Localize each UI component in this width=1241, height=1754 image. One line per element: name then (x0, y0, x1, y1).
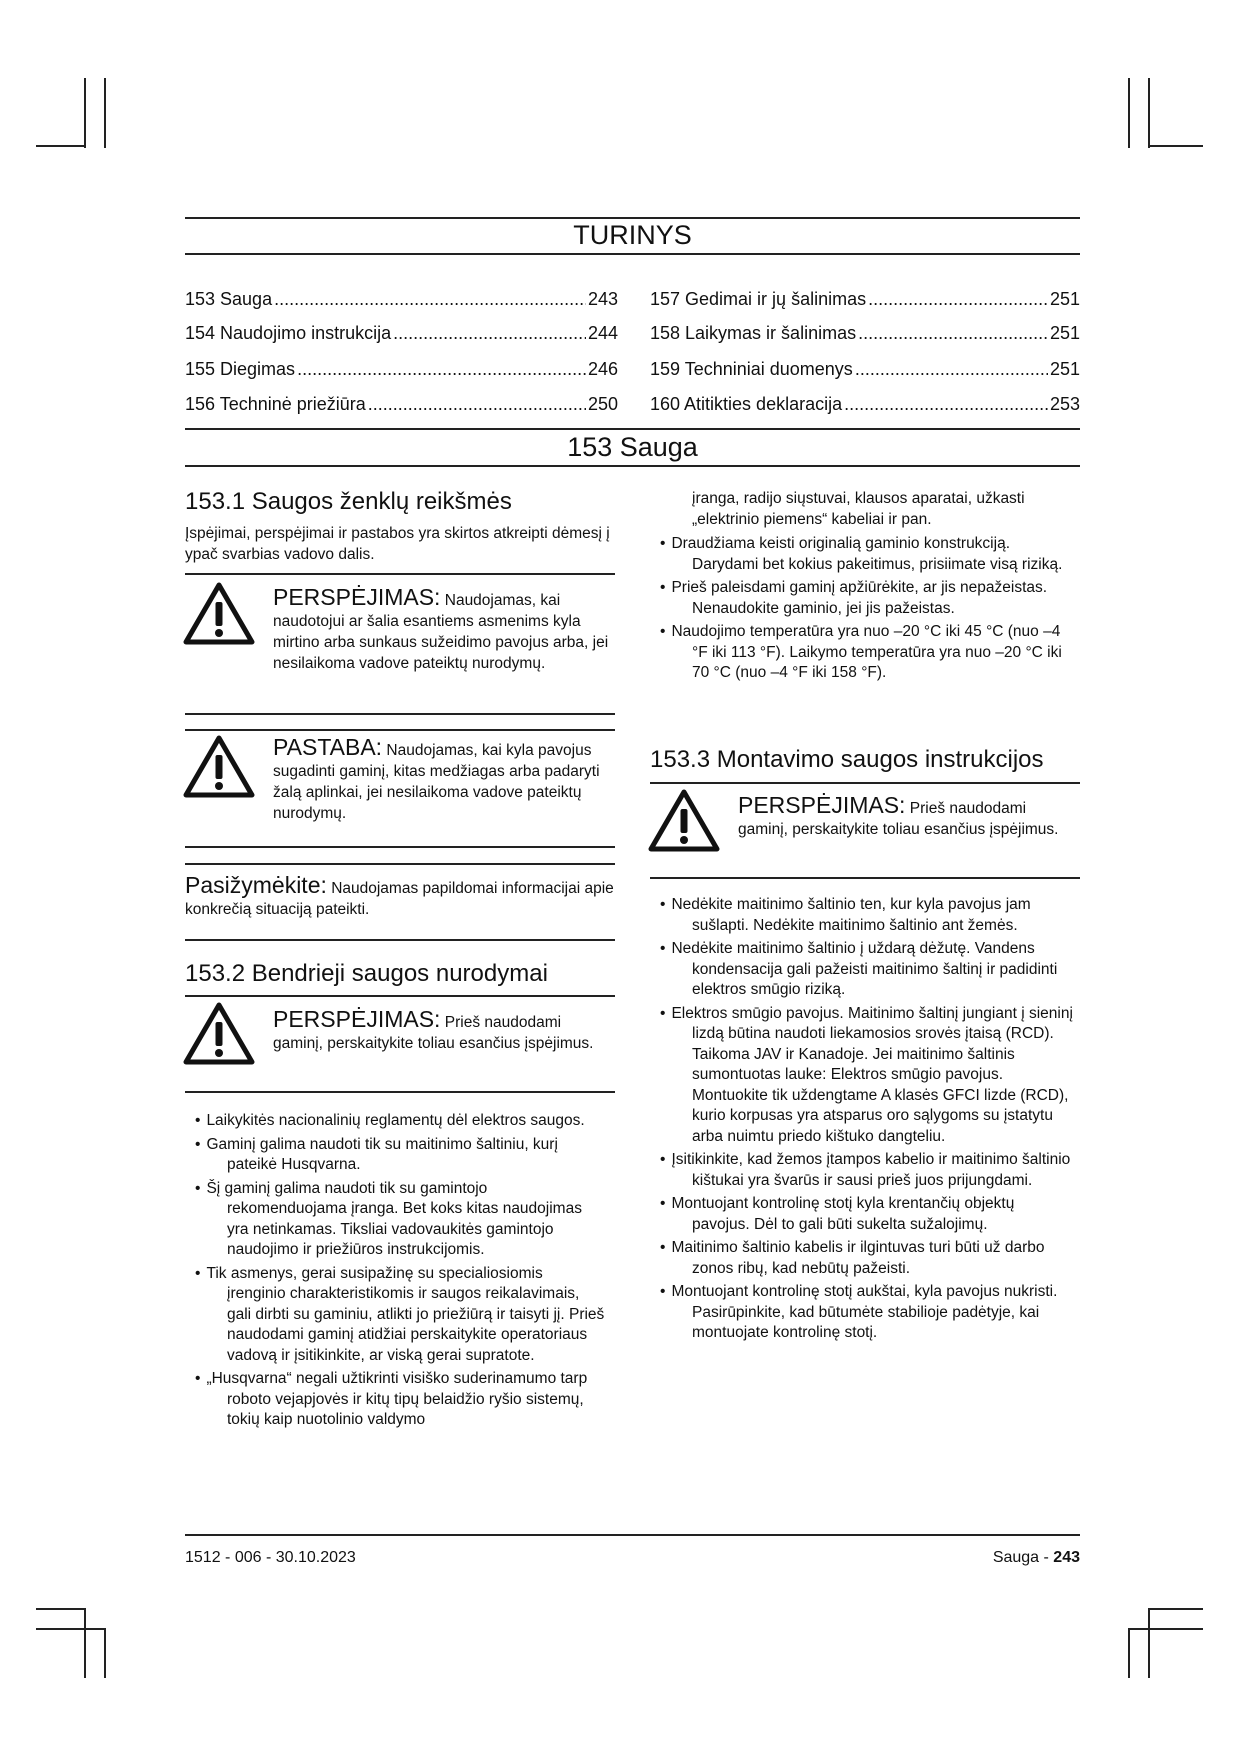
toc-entry[interactable]: 157 Gedimai ir jų šalinimas ..... 251 (650, 289, 1080, 310)
crop-mark (1148, 145, 1203, 147)
section-title: 153 Sauga (567, 432, 698, 462)
page-number: 243 (1053, 1549, 1080, 1566)
divider (185, 939, 615, 941)
note-definition: PASTABA: Naudojamas, kai kyla pavojus sugadinti gaminį, kitas medžiagas arba padaryti žalą aplinkai, jei nesilaikoma vadove pateiktų nurodymų. (273, 734, 600, 822)
toc-entry[interactable]: 153 Sauga ..... 243 (185, 289, 618, 310)
list-item: • Maitinimo šaltinio kabelis ir ilgintuvas turi būti už darbo zonos ribų, kad nebūtų pažeisti. (650, 1238, 1075, 1279)
divider (650, 877, 1080, 879)
list-item: • „Husqvarna“ negali užtikrinti visiško suderinamumo tarp roboto vejapjovės ir kitų tipų belaidžio ryšio sistemų, tokių kaip nuotolinio valdymo (185, 1369, 605, 1431)
list-item: • Nedėkite maitinimo šaltinio į uždarą dėžutę. Vandens kondensacija gali pažeisti maitinimo šaltinį ir padidinti elektros smūgio riziką. (650, 939, 1075, 1001)
list-item: • Prieš paleisdami gaminį apžiūrėkite, ar jis nepažeistas. Nenaudokite gaminio, jei jis pažeistas. (650, 578, 1080, 619)
installation-safety-list (650, 895, 1075, 1347)
toc-entry[interactable]: 156 Techninė priežiūra ..... 250 (185, 394, 618, 415)
divider (185, 573, 615, 575)
installation-warning: PERSPĖJIMAS: Prieš naudodami gaminį, perskaitykite toliau esančius įspėjimus. (738, 792, 1059, 838)
divider (185, 863, 615, 865)
remark-definition: Pasižymėkite: Naudojamas papildomai informacijai apie konkrečią situaciją pateikti. (185, 872, 614, 918)
crop-mark (36, 1628, 106, 1630)
divider (650, 782, 1080, 784)
list-item: • Elektros smūgio pavojus. Maitinimo šaltinį jungiant į sieninį lizdą būtina naudoti liekamosios srovės įtaisą (RCD). Taikoma JAV ir Kanadoje. Jei maitinimo šaltinis sumontuotas lauke: Elektros smūgio pavojus. Montuokite tik uždengtame A klasės GFCI lizde (RCD), kurio korpusas yra atsparus oro sąlygoms su įstatytu arba nuimtu priedo kištuko dangteliu. (650, 1004, 1075, 1148)
crop-mark (1128, 1628, 1130, 1678)
toc-entry[interactable]: 154 Naudojimo instrukcija ..... 244 (185, 323, 618, 344)
list-item: • Įsitikinkite, kad žemos įtampos kabelio ir maitinimo šaltinio kištukai yra švarūs ir sausi prieš juos prijungdami. (650, 1150, 1075, 1191)
list-item: • Draudžiama keisti originalią gaminio konstrukciją. Darydami bet kokius pakeitimus, prisiimate visą riziką. (650, 534, 1080, 575)
crop-mark (1148, 1608, 1203, 1610)
list-item: • Montuojant kontrolinę stotį aukštai, kyla pavojus nukristi. Pasirūpinkite, kad būtumėte stabilioje padėtyje, kai montuojate kontrolinę stotį. (650, 1282, 1075, 1344)
divider (185, 729, 615, 731)
general-safety-list (185, 1111, 605, 1434)
list-item: • Laikykitės nacionalinių reglamentų dėl elektros saugos. (185, 1111, 605, 1132)
toc-entry[interactable]: 155 Diegimas ..... 246 (185, 359, 618, 380)
crop-mark (1148, 1608, 1150, 1678)
crop-mark (1128, 1628, 1203, 1630)
warning-triangle-icon (183, 580, 255, 646)
toc-bottom-rule (185, 253, 1080, 255)
footer-rule (185, 1534, 1080, 1536)
warning-triangle-icon (183, 733, 255, 799)
list-item: • Šį gaminį galima naudoti tik su gamintojo rekomenduojama įranga. Bet koks kitas naudojimas yra netinkamas. Tiksliai vadovaukitės gamintojo naudojimo ir priežiūros instrukcijomis. (185, 1179, 605, 1261)
crop-mark (104, 78, 106, 148)
list-item-continued: įranga, radijo siųstuvai, klausos aparatai, užkasti „elektrinio piemens“ kabeliai ir pan. (692, 490, 1025, 528)
crop-mark (84, 1608, 86, 1678)
footer-doc-id: 1512 - 006 - 30.10.2023 (185, 1549, 356, 1566)
warning-triangle-icon (183, 1000, 255, 1066)
list-item: • Nedėkite maitinimo šaltinio ten, kur kyla pavojus jam sušlapti. Nedėkite maitinimo šaltinio ant žemės. (650, 895, 1075, 936)
intro-paragraph: Įspėjimai, perspėjimai ir pastabos yra skirtos atkreipti dėmesį į ypač svarbias vadovo dalis. (185, 525, 610, 563)
list-item: • Montuojant kontrolinę stotį kyla krentančių objektų pavojus. Dėl to gali būti sukelta sužalojimų. (650, 1194, 1075, 1235)
crop-mark (104, 1628, 106, 1678)
heading-153-2: 153.2 Bendrieji saugos nurodymai (185, 960, 548, 987)
list-item: • Gaminį galima naudoti tik su maitinimo šaltiniu, kurį pateikė Husqvarna. (185, 1135, 605, 1176)
section-top-rule (185, 428, 1080, 430)
crop-mark (84, 78, 86, 148)
crop-mark (1148, 78, 1150, 148)
general-safety-list-cont (650, 534, 1080, 687)
toc-entry[interactable]: 159 Techniniai duomenys ..... 251 (650, 359, 1080, 380)
toc-entry[interactable]: 160 Atitikties deklaracija ..... 253 (650, 394, 1080, 415)
toc-entry[interactable]: 158 Laikymas ir šalinimas ..... 251 (650, 323, 1080, 344)
list-item: • Naudojimo temperatūra yra nuo –20 °C iki 45 °C (nuo –4 °F iki 113 °F). Laikymo temperatūra yra nuo –20 °C iki 70 °C (nuo –4 °F iki 158 °F). (650, 622, 1080, 684)
crop-mark (1128, 78, 1130, 148)
crop-mark (36, 1608, 86, 1610)
toc-title: TURINYS (573, 220, 692, 250)
divider (185, 846, 615, 848)
warning-triangle-icon (648, 787, 720, 853)
crop-mark (36, 145, 86, 147)
heading-153-1: 153.1 Saugos ženklų reikšmės (185, 488, 512, 515)
divider (185, 713, 615, 715)
heading-153-3: 153.3 Montavimo saugos instrukcijos (650, 746, 1044, 773)
general-warning: PERSPĖJIMAS: Prieš naudodami gaminį, perskaitykite toliau esančius įspėjimus. (273, 1006, 594, 1052)
warning-definition: PERSPĖJIMAS: Naudojamas, kai naudotojui ar šalia esantiems asmenims kyla mirtino arba sunkaus sužeidimo pavojus arba, jei nesilaikoma vadove pateiktų nurodymų. (273, 584, 609, 672)
divider (185, 1091, 615, 1093)
toc-top-rule (185, 217, 1080, 219)
list-item: • Tik asmenys, gerai susipažinę su specialiosiomis įrenginio charakteristikomis ir saugos reikalavimais, gali dirbti su gaminiu, atlikti jo priežiūrą ir taisyti jį. Prieš naudodami gaminį atidžiai perskaitykite operatoriaus vadovą ir įsitikinkite, ar viską gerai supratote. (185, 1264, 605, 1367)
divider (185, 995, 615, 997)
footer-page: Sauga - 243 (992, 1549, 1080, 1566)
section-bottom-rule (185, 465, 1080, 467)
